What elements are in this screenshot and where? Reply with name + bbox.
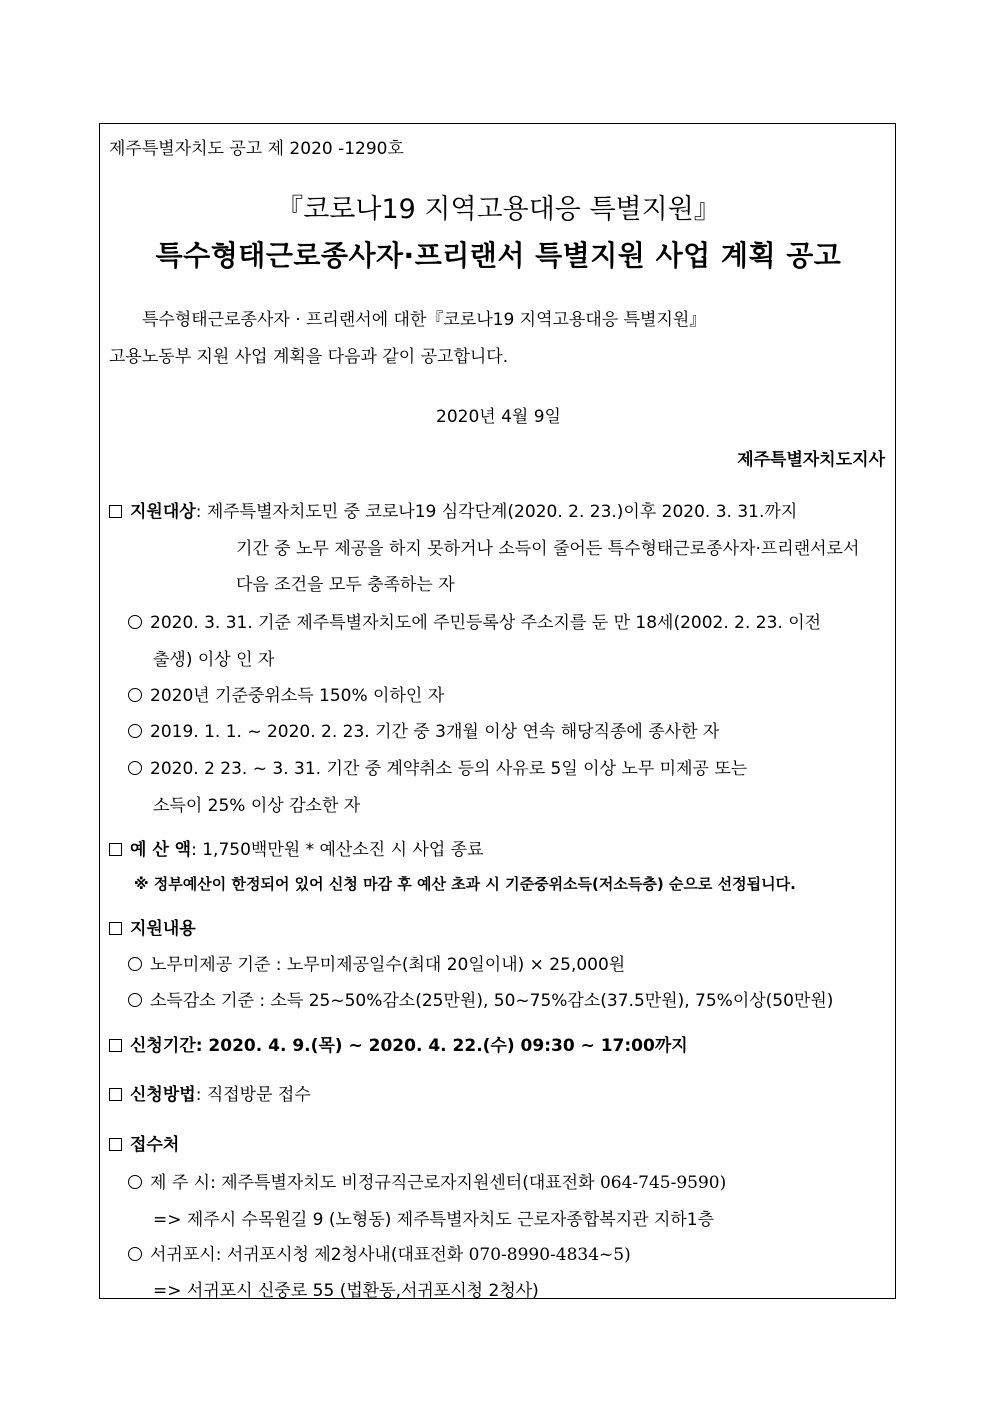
budget-value: : 1,750백만원 * 예산소진 시 사업 종료 [191,840,484,860]
notice-number: 제주특별자치도 공고 제 2020 -1290호 [109,139,404,159]
support-label: 지원내용 [130,919,196,939]
condition-1-cont: 출생) 이상 인 자 [153,650,275,670]
target-line-2: 기간 중 노무 제공을 하지 못하거나 소득이 줄어든 특수형태근로종사자·프리랜서로서 [236,539,860,559]
checkbox-icon [109,843,122,856]
title-line-2: 특수형태근로종사자·프리랜서 특별지원 사업 계획 공고 [155,239,842,272]
checkbox-icon [109,505,122,518]
notice-frame [99,123,896,1299]
checkbox-icon [109,1039,122,1052]
circle-bullet-icon [128,1247,142,1261]
condition-1: 2020. 3. 31. 기준 제주특별자치도에 주민등록상 주소지를 둔 만 18세(2002. 2. 23. 이전 [128,608,821,633]
office-jeju: 제 주 시: 제주특별자치도 비정규직근로자지원센터(대표전화 064-745-9590) [128,1168,726,1193]
support-item-2: 소득감소 기준 : 소득 25~50%감소(25만원), 50~75%감소(37.5만원), 75%이상(50만원) [128,986,833,1011]
condition-2: 2020년 기준중위소득 150% 이하인 자 [128,681,444,706]
circle-bullet-icon [128,724,142,738]
condition-3: 2019. 1. 1. ~ 2020. 2. 23. 기간 중 3개월 이상 연속 해당직종에 종사한 자 [128,717,719,742]
office-label: 접수처 [130,1135,180,1155]
method-value: : 직접방문 접수 [195,1085,311,1105]
target-line-1: : 제주특별자치도민 중 코로나19 심각단계(2020. 2. 23.)이후 2020. 3. 31.까지 [195,502,798,522]
jeju-phone: 064-745-9590) [599,1173,727,1193]
method-label: 신청방법 [130,1085,196,1105]
period-section [109,1031,688,1056]
condition-4: 2020. 2 23. ~ 3. 31. 기간 중 계약취소 등의 사유로 5일 이상 노무 미제공 또는 [128,754,747,779]
circle-bullet-icon [128,761,142,775]
checkbox-icon [109,1088,122,1101]
circle-bullet-icon [128,957,142,971]
period-value: : 2020. 4. 9.(목) ~ 2020. 4. 22.(수) 09:30 ~ 17:00까지 [195,1036,688,1056]
budget-label: 예 산 액 [130,840,192,860]
circle-bullet-icon [128,1175,142,1189]
budget-note: ※ 정부예산이 한정되어 있어 신청 마감 후 예산 초과 시 기준중위소득(저소득층) 순으로 선정됩니다. [134,875,796,893]
intro-line-2: 고용노동부 지원 사업 계획을 다음과 같이 공고합니다. [109,347,509,367]
circle-bullet-icon [128,688,142,702]
intro-line-1: 특수형태근로종사자 · 프리랜서에 대한『코로나19 지역고용대응 특별지원』 [142,310,707,330]
circle-bullet-icon [128,615,142,629]
budget-section [109,835,484,860]
circle-bullet-icon [128,993,142,1007]
checkbox-icon [109,1138,122,1151]
notice-date: 2020년 4월 9일 [436,407,561,427]
support-section [109,914,196,939]
target-section [109,497,797,522]
checkbox-icon [109,922,122,935]
target-label: 지원대상 [130,502,196,522]
office-section [109,1130,179,1155]
issuer: 제주특별자치도지사 [737,450,885,470]
office-jeju-address: => 제주시 수목원길 9 (노형동) 제주특별자치도 근로자종합복지관 지하1층 [153,1210,715,1230]
method-section [109,1080,311,1105]
seogwipo-phone: 070-8990-4834~5) [468,1245,631,1265]
period-label: 신청기간 [130,1036,196,1056]
condition-4-cont: 소득이 25% 이상 감소한 자 [153,796,361,816]
support-item-1: 노무미제공 기준 : 노무미제공일수(최대 20일이내) × 25,000원 [128,950,625,975]
target-line-3: 다음 조건을 모두 충족하는 자 [236,575,455,595]
office-seogwipo: 서귀포시: 서귀포시청 제2청사내(대표전화 070-8990-4834~5) [128,1240,631,1265]
title-line-1: 『코로나19 지역고용대응 특별지원』 [276,194,721,225]
office-seogwipo-address: => 서귀포시 신중로 55 (법환동,서귀포시청 2청사) [153,1281,539,1301]
